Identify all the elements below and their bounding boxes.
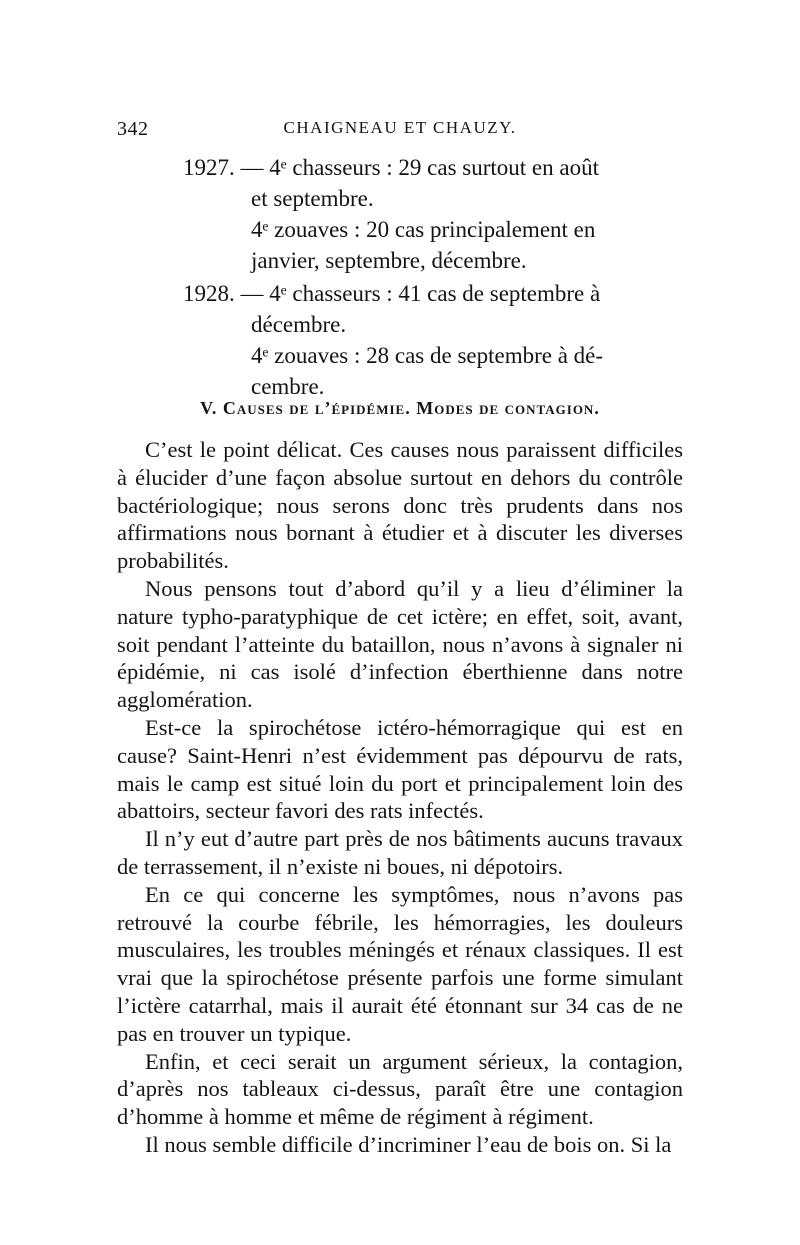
paragraph: Nous pensons tout d’abord qu’il y a lieu d’éliminer la nature typho-paratyphique de cet ictère; en effet, soit, avant, soit pendant l’atteinte du bataillon, nous n’avons à signaler ni épidémie, ni cas isolé d’infection éberthienne dans notre agglomération.	[117, 575, 683, 713]
sub-entry-line: 4ᵉ zouaves : 28 cas de septembre à dé-	[251, 343, 604, 368]
body-text	[117, 436, 683, 1159]
year-entry-1927	[183, 152, 651, 276]
page-header	[117, 118, 683, 146]
section-title: Causes de l’épidémie. Modes de contagion.	[222, 398, 600, 418]
section-number: V.	[200, 398, 218, 418]
sub-entry-continuation: janvier, septembre, décembre.	[251, 248, 527, 273]
paragraph: Est-ce la spirochétose ictéro-hémorragique qui est en cause? Saint-Henri n’est évidemment pas dépourvu de rats, mais le camp est situé loin du port et principalement loin des abattoirs, secteur favori des rats infectés.	[117, 714, 683, 824]
paragraph: Il nous semble difficile d’incriminer l’eau de bois on. Si la	[145, 1131, 672, 1157]
year-line-continuation: et septembre.	[251, 186, 374, 211]
paragraph: Il n’y eut d’autre part près de nos bâtiments aucuns travaux de terrassement, il n’existe ni boues, ni dépotoirs.	[117, 826, 683, 879]
year-line: 1928. — 4ᵉ chasseurs : 41 cas de septembre à	[183, 281, 601, 306]
running-head: CHAIGNEAU ET CHAUZY.	[283, 118, 517, 137]
case-statistics-list	[183, 152, 651, 404]
year-entry-1928	[183, 278, 651, 402]
year-line: 1927. — 4ᵉ chasseurs : 29 cas surtout en août	[183, 155, 599, 180]
paragraph: C’est le point délicat. Ces causes nous paraissent difficiles à élucider d’une façon absolue surtout en dehors du contrôle bactériologique; nous serons donc très prudents dans nos affirmations nous bornant à étudier et à discuter les diverses probabilités.	[117, 437, 683, 574]
sub-entry-line: 4ᵉ zouaves : 20 cas principalement en	[251, 217, 596, 242]
page-number: 342	[117, 118, 149, 140]
year-line-continuation: décembre.	[251, 312, 347, 337]
section-heading	[0, 398, 800, 419]
paragraph: Enfin, et ceci serait un argument sérieux, la contagion, d’après nos tableaux ci-dessus, paraît être une contagion d’homme à homme et même de régiment à régiment.	[117, 1048, 683, 1130]
sub-entry-continuation: cembre.	[251, 374, 325, 399]
paragraph: En ce qui concerne les symptômes, nous n’avons pas retrouvé la courbe fébrile, les hémorragies, les douleurs musculaires, les troubles méningés et rénaux classiques. Il est vrai que la spirochétose présente parfois une forme simulant l’ictère catarrhal, mais il aurait été étonnant sur 34 cas de ne pas en trouver un typique.	[117, 881, 683, 1046]
